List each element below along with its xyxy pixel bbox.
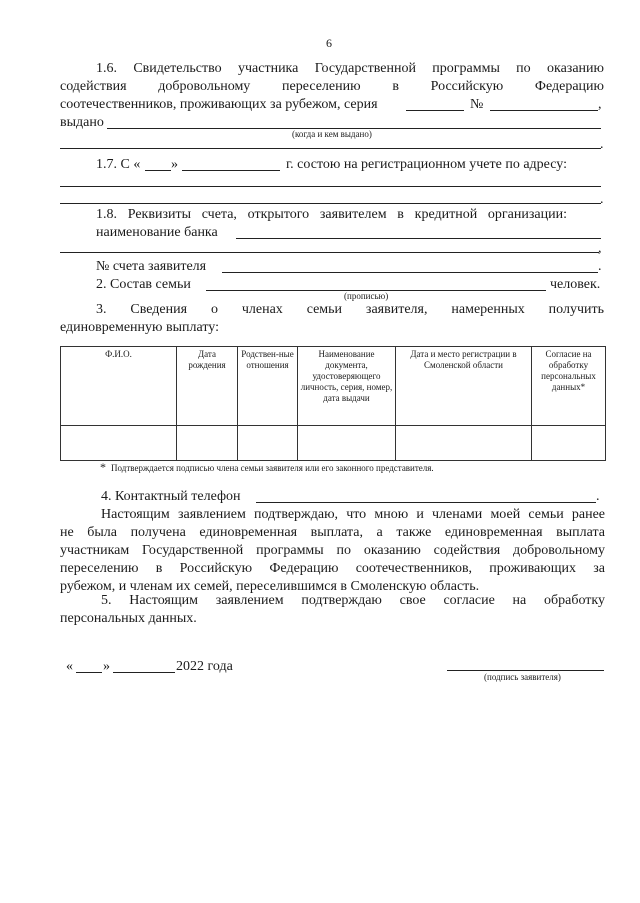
series-blank[interactable] xyxy=(406,110,464,111)
phone-blank[interactable] xyxy=(256,502,596,503)
cell-consent[interactable] xyxy=(532,426,606,461)
account-label: № счета заявителя xyxy=(96,259,207,274)
s16-line1: 1.6. Свидетельство участника Государственной программы по оказанию xyxy=(96,61,604,76)
signature-caption: (подпись заявителя) xyxy=(484,672,561,682)
cell-name[interactable] xyxy=(61,426,177,461)
col-header-consent: Согласие на обработку персональных данных* xyxy=(532,347,606,426)
s16-line2: содействия добровольному переселению в Российскую Федерацию xyxy=(60,79,604,94)
family-suffix: человек. xyxy=(550,277,601,292)
table-header-row xyxy=(61,347,606,426)
s3-line2: единовременную выплату: xyxy=(60,320,219,335)
address-blank-1[interactable] xyxy=(60,186,601,187)
family-label: 2. Состав семьи xyxy=(96,277,191,292)
date-year: 2022 года xyxy=(176,659,233,674)
col-header-birthdate: Дата рождения xyxy=(177,347,238,426)
s17-quote: » xyxy=(171,157,178,172)
date-month-blank[interactable] xyxy=(113,672,175,673)
issued-caption: (когда и кем выдано) xyxy=(292,129,372,139)
s18-line1: 1.8. Реквизиты счета, открытого заявителем в кредитной организации: xyxy=(96,207,567,222)
decl-line2: не была получена единовременная выплата, а также единовременная выплата xyxy=(60,525,605,540)
number-blank[interactable] xyxy=(490,110,598,111)
signature-blank[interactable] xyxy=(447,670,604,671)
decl-line3: участникам Государственной программы по оказанию содействия добровольному xyxy=(60,543,605,558)
phone-label: 4. Контактный телефон xyxy=(101,489,241,504)
date-day-blank[interactable] xyxy=(76,672,102,673)
s3-line1: 3. Сведения о членах семьи заявителя, намеренных получить xyxy=(96,302,604,317)
page-number: 6 xyxy=(326,36,332,50)
s5-line1: 5. Настоящим заявлением подтверждаю свое согласие на обработку xyxy=(101,593,605,608)
bank-blank-2[interactable] xyxy=(60,252,599,253)
s16-issued-label: выдано xyxy=(60,115,104,130)
address-blank-2[interactable] xyxy=(60,203,601,204)
col-header-name: Ф.И.О. xyxy=(61,347,177,426)
footnote-text: Подтверждается подписью члена семьи заявителя или его законного представителя. xyxy=(111,463,434,473)
month-blank[interactable] xyxy=(182,170,280,171)
s5-line2: персональных данных. xyxy=(60,611,197,626)
account-blank[interactable] xyxy=(222,272,598,273)
bank-label: наименование банка xyxy=(96,225,218,240)
cell-relation[interactable] xyxy=(238,426,298,461)
col-header-document: Наименование документа, удостоверяющего личность, серия, номер, дата выдачи xyxy=(298,347,396,426)
decl-line1: Настоящим заявлением подтверждаю, что мною и членами моей семьи ранее xyxy=(101,507,605,522)
col-header-relation: Родствен-ные отношения xyxy=(238,347,298,426)
date-close-quote: » xyxy=(103,659,110,674)
cell-birthdate[interactable] xyxy=(177,426,238,461)
s16-line3: соотечественников, проживающих за рубежом, серия xyxy=(60,97,378,112)
bank-blank[interactable] xyxy=(236,238,601,239)
col-header-registration: Дата и место регистрации в Смоленской области xyxy=(396,347,532,426)
s17-suffix: г. состою на регистрационном учете по адресу: xyxy=(286,157,567,172)
number-sign: № xyxy=(470,97,484,112)
cell-document[interactable] xyxy=(298,426,396,461)
table-row xyxy=(61,426,606,461)
decl-line5: рубежом, и членам их семей, переселившимся в Смоленскую область. xyxy=(60,579,480,594)
cell-registration[interactable] xyxy=(396,426,532,461)
decl-line4: переселению в Российскую Федерацию соотечественников, проживающих за xyxy=(60,561,605,576)
footnote-mark: * xyxy=(100,460,106,474)
family-caption: (прописью) xyxy=(344,291,389,301)
date-open-quote: « xyxy=(66,659,73,674)
family-members-table xyxy=(60,346,606,461)
day-blank[interactable] xyxy=(145,170,171,171)
issued-blank-2[interactable] xyxy=(60,148,601,149)
s17-prefix: 1.7. С « xyxy=(96,157,141,172)
